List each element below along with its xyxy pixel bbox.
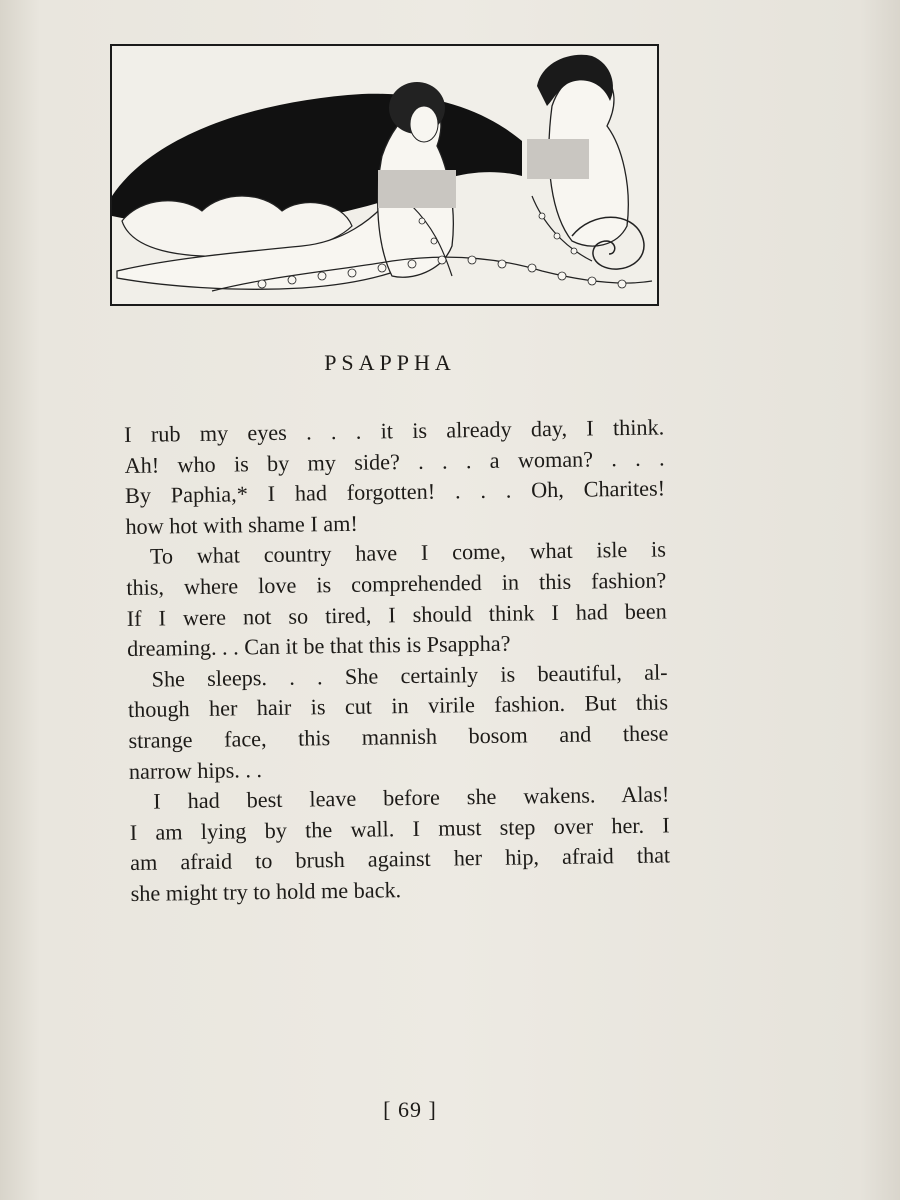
text-line: strange face, this mannish bosom and these [128, 720, 669, 753]
illustration-plate [110, 44, 659, 306]
text-line: I had best leave before she wakens. Alas! [153, 781, 670, 814]
text-line: narrow hips. . . [128, 756, 263, 784]
text-line: By Paphia,* I had forgotten! . . . Oh, Charites! [124, 475, 666, 509]
text-line: though her hair is cut in virile fashion. But this [127, 689, 669, 723]
censor-block-right [527, 139, 589, 179]
text-line: this, where love is comprehended in this fashion? [126, 567, 667, 600]
chapter-title: PSAPPHA [324, 350, 456, 375]
text-line: If I were not so tired, I should think I had been [126, 598, 667, 631]
text-line: she might try to hold me back. [130, 877, 402, 906]
text-line: I am lying by the wall. I must step over her. I [129, 812, 670, 845]
body-text [124, 412, 671, 909]
text-line: how hot with shame I am! [125, 510, 358, 539]
text-line: am afraid to brush against her hip, afraid that [130, 842, 671, 876]
text-line: She sleeps. . . She certainly is beautiful, al- [151, 659, 668, 692]
page-number: [ 69 ] [383, 1097, 437, 1122]
text-line: dreaming. . . Can it be that this is Psappha? [127, 630, 511, 662]
text-line: Ah! who is by my side? . . . a woman? . . . [124, 445, 665, 478]
text-line: I rub my eyes . . . it is already day, I think. [124, 414, 665, 447]
face-left [410, 106, 438, 142]
censor-block-left [378, 170, 456, 208]
text-line: To what country have I come, what isle is [149, 536, 667, 570]
